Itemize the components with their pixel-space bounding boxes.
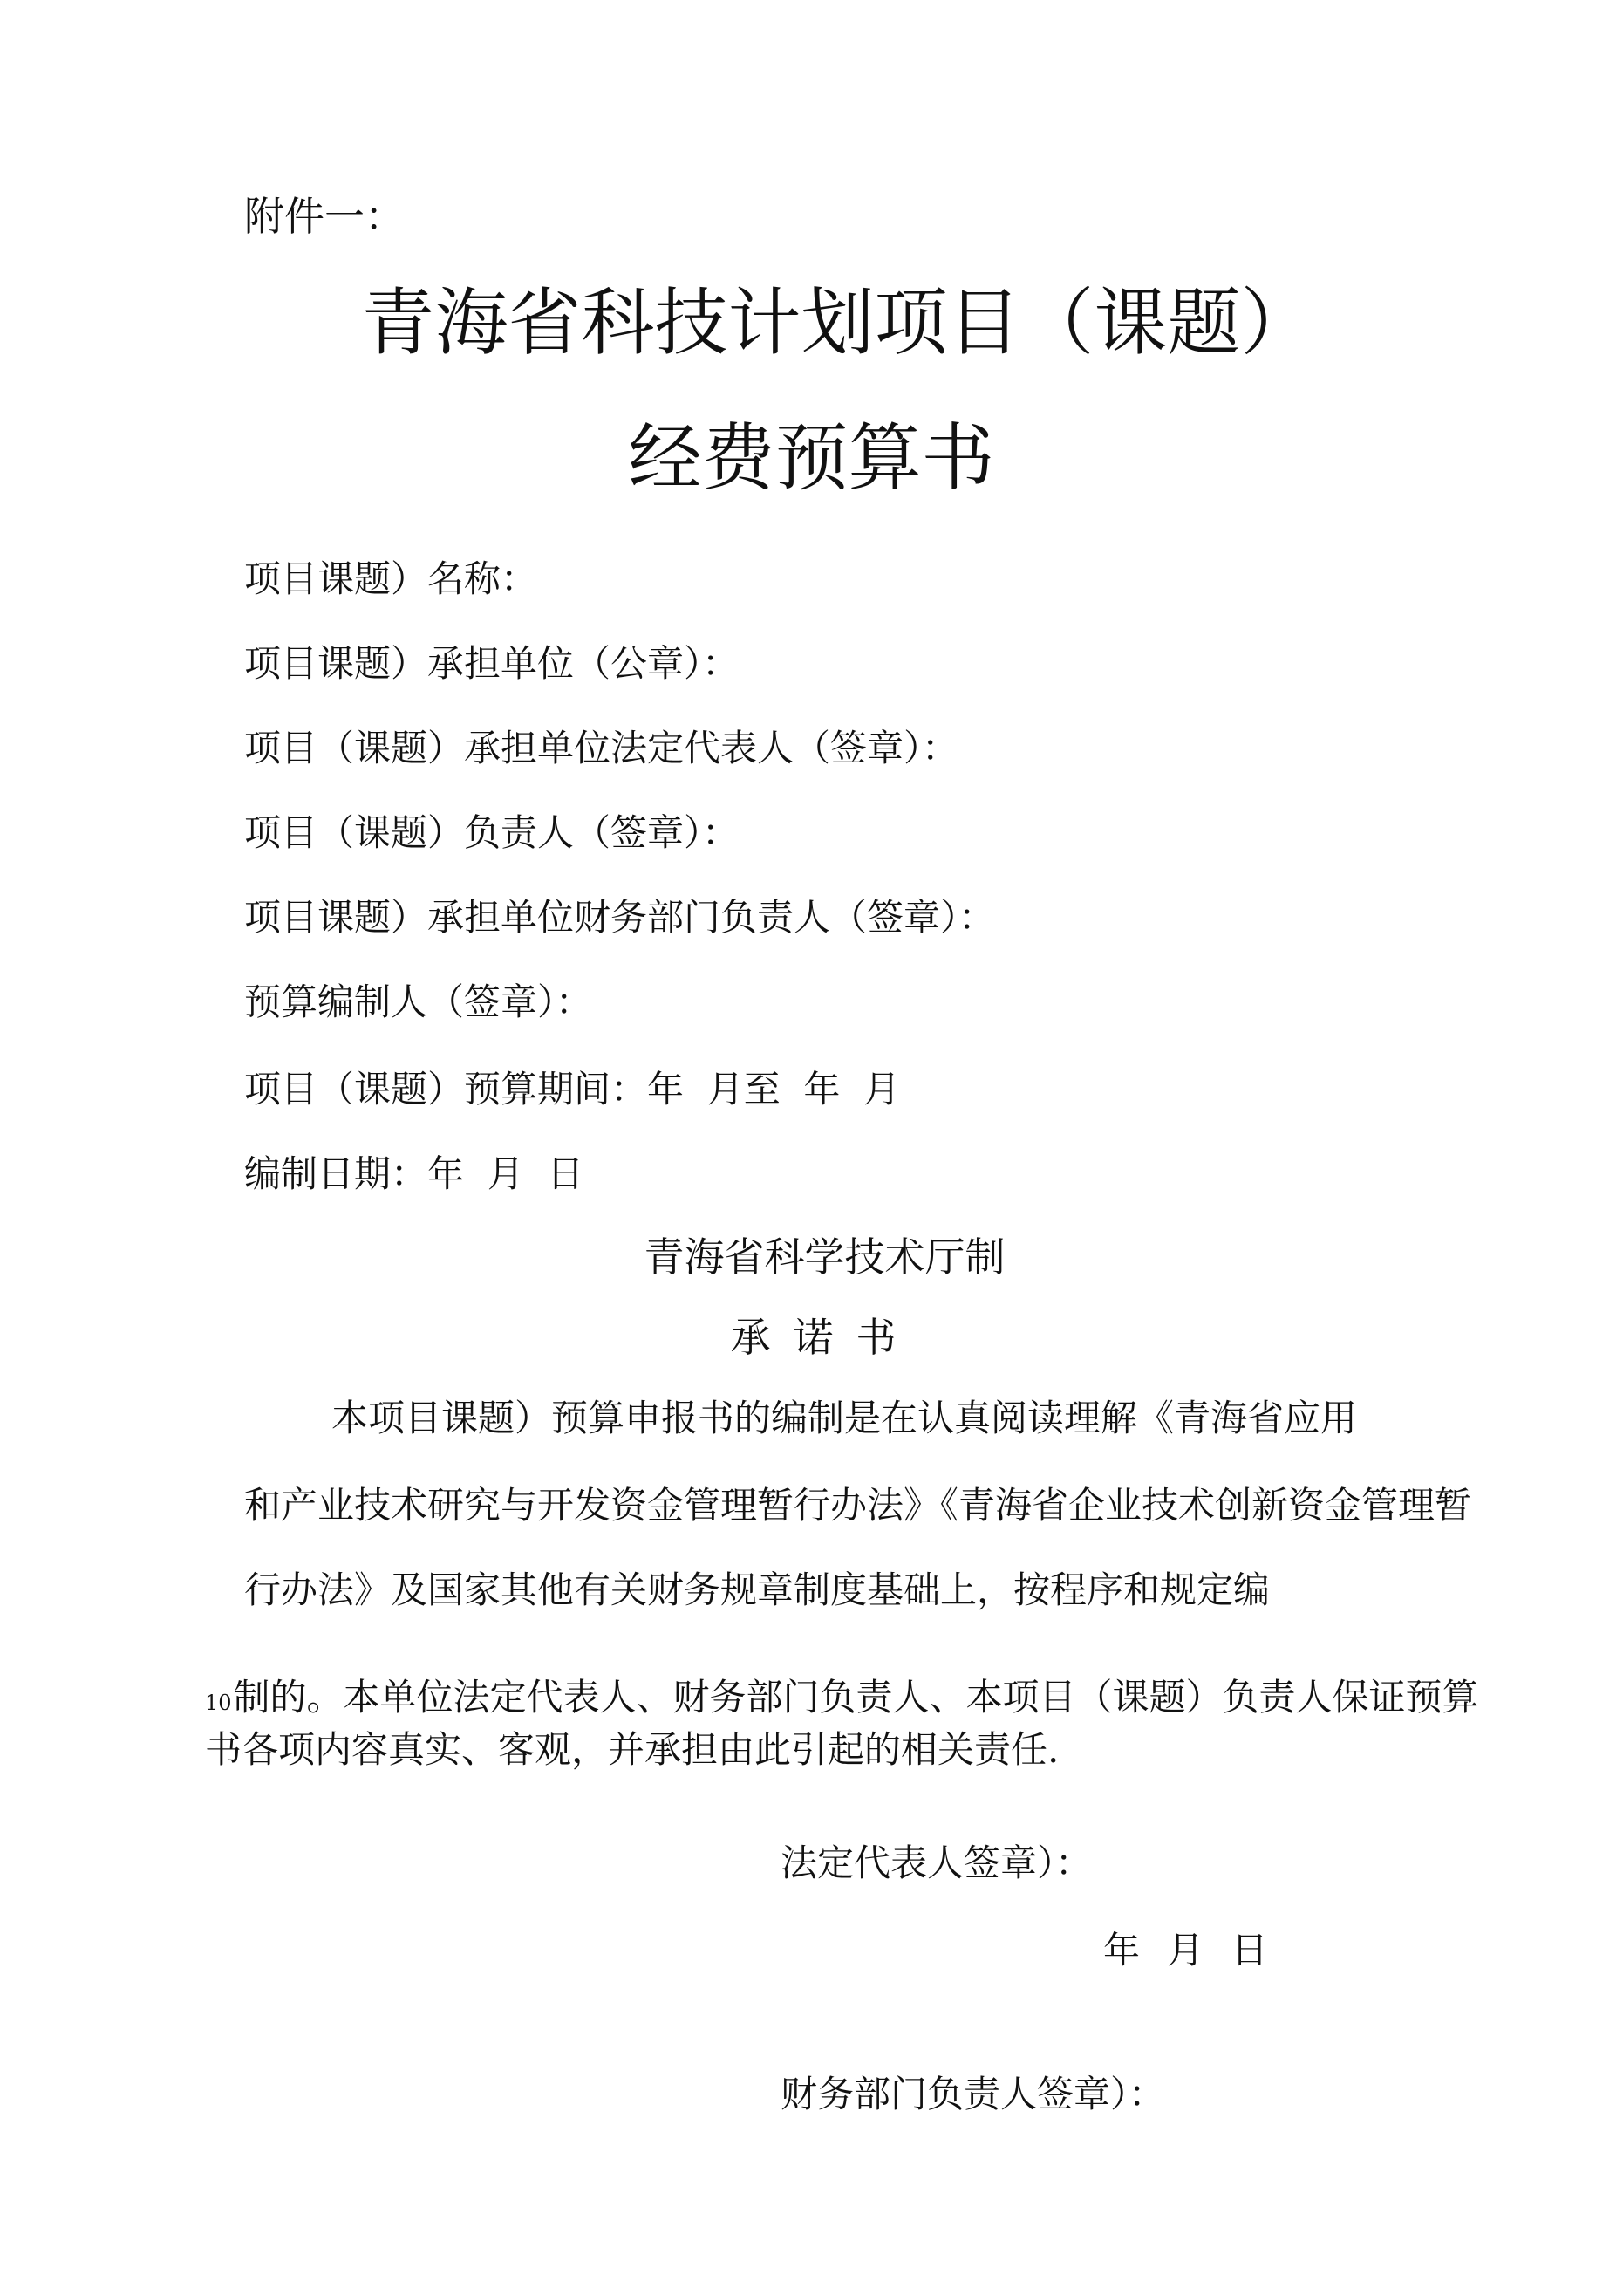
document-title-line-2: 经费预算书	[628, 415, 995, 501]
field-legal-representative: 项目（课题）承担单位法定代表人（签章）：	[244, 727, 959, 769]
pledge-paragraph-line-5: 书各项内容真实、客观，并承担由此引起的相关责任.	[205, 1728, 1060, 1771]
document-title-line-1: 青海省科技计划项目（课题）	[361, 280, 1314, 366]
pledge-paragraph-line-3: 行办法》及国家其他有关财务规章制度基础上，按程序和规定编	[244, 1568, 1271, 1611]
finance-head-signature-label: 财务部门负责人签章）：	[781, 2073, 1166, 2115]
legal-representative-signature-label: 法定代表人签章）：	[781, 1842, 1093, 1884]
pledge-paragraph-line-2: 和产业技术研究与开发资金管理暂行办法》《青海省企业技术创新资金管理暂	[244, 1484, 1472, 1527]
field-preparation-date: 编制日期：年 月 日	[244, 1152, 584, 1195]
field-finance-head: 项目课题）承担单位财务部门负责人（签章）：	[244, 896, 996, 939]
field-project-leader: 项目（课题）负责人（签章）：	[244, 811, 740, 854]
pledge-paragraph-line-4-text: 制的。本单位法定代表人、财务部门负责人、本项目（课题）负责人保证预算	[233, 1676, 1479, 1719]
field-project-name: 项目课题）名称：	[244, 557, 538, 600]
pledge-paragraph-line-4	[205, 1676, 1479, 1719]
pledge-paragraph-line-1: 本项目课题）预算申报书的编制是在认真阅读理解《青海省应用	[331, 1397, 1358, 1439]
attachment-label: 附件一：	[244, 193, 405, 240]
signature-date-line: 年 月 日	[1103, 1929, 1268, 1971]
field-undertaking-unit: 项目课题）承担单位（公章）：	[244, 642, 740, 685]
field-budget-period: 项目（课题）预算期间：年 月至 年 月	[244, 1068, 901, 1110]
pledge-title: 承诺书	[730, 1314, 919, 1361]
issuer-label: 青海省科学技术厅制	[644, 1233, 1006, 1281]
field-budget-preparer: 预算编制人（签章）：	[244, 981, 593, 1023]
page-number: 10	[205, 1691, 232, 1715]
